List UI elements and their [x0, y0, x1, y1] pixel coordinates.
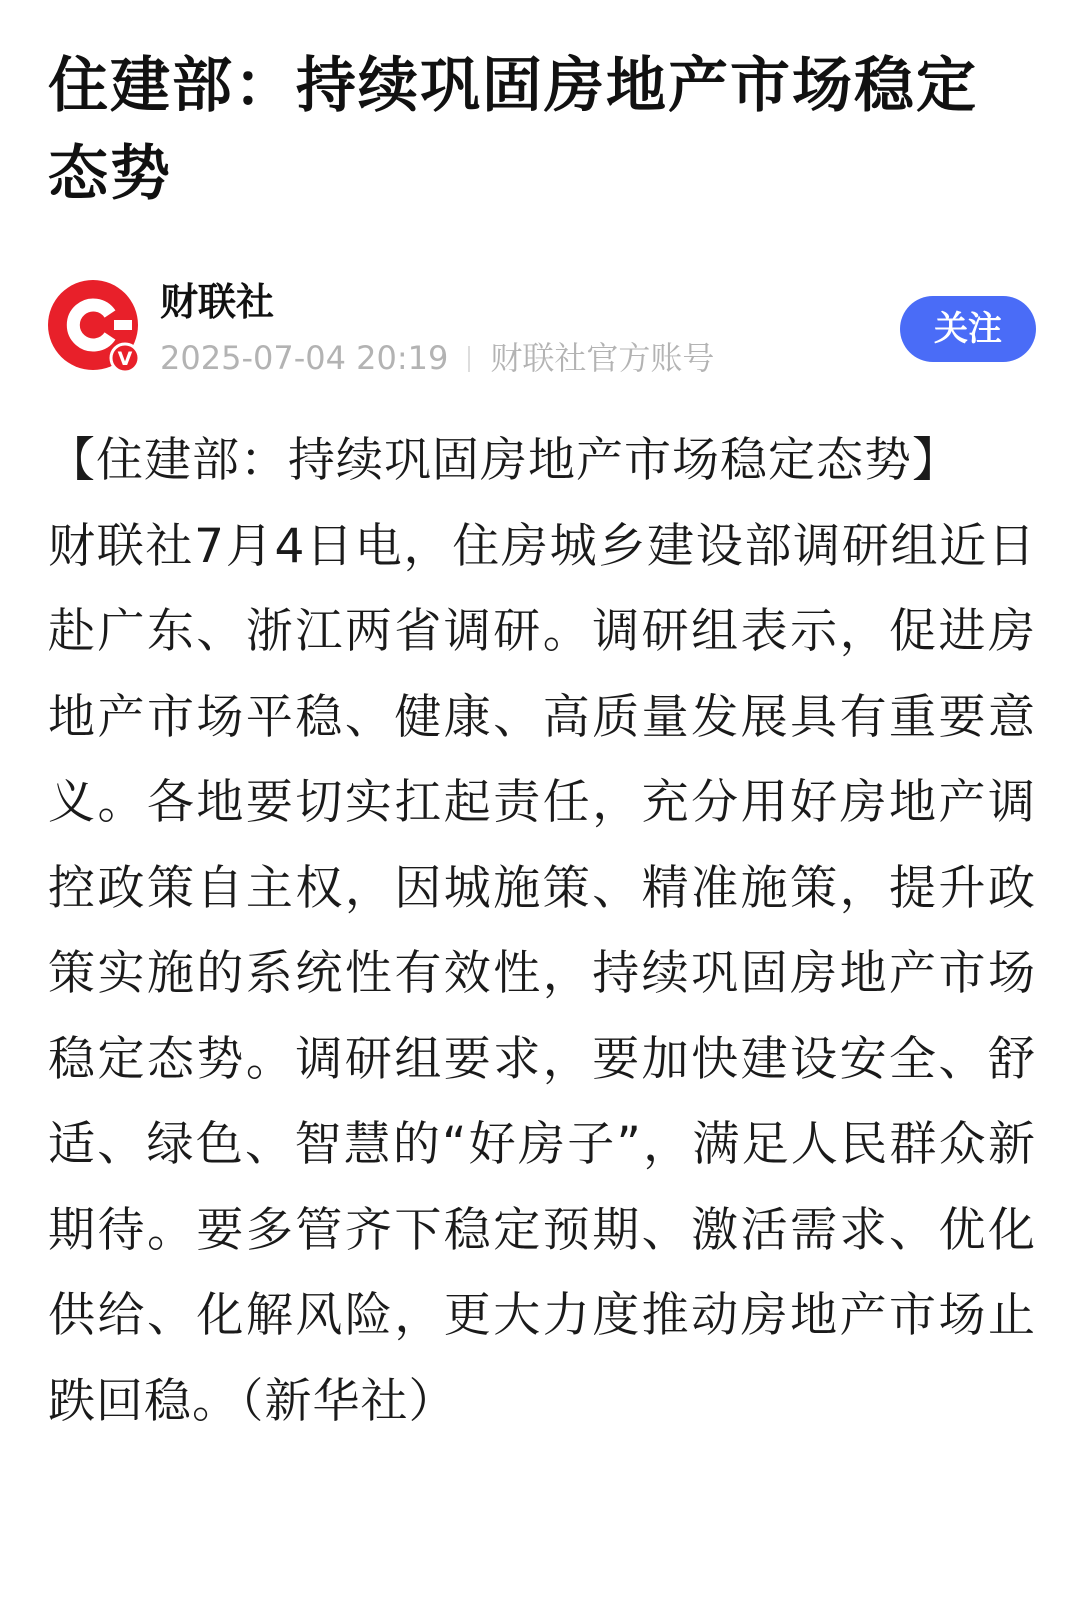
cls-logo-icon	[48, 280, 142, 374]
article-headline: 住建部：持续巩固房地产市场稳定态势	[48, 51, 978, 209]
author-row	[48, 278, 1036, 378]
author-name[interactable]: 财联社	[160, 280, 275, 324]
follow-button[interactable]: 关注	[900, 296, 1036, 362]
author-meta	[160, 338, 714, 378]
meta-divider	[468, 346, 470, 372]
article-body	[48, 418, 1036, 1444]
author-avatar[interactable]	[48, 280, 142, 374]
article-lead: 【住建部：持续巩固房地产市场稳定态势】	[48, 433, 960, 488]
verified-badge-icon: V	[117, 348, 133, 370]
publish-time: 2025-07-04 20:19	[160, 339, 449, 377]
account-type: 财联社官方账号	[490, 339, 715, 377]
article-text: 财联社7月4日电，住房城乡建设部调研组近日赴广东、浙江两省调研。调研组表示，促进房地产市场平稳、健康、高质量发展具有重要意义。各地要切实扛起责任，充分用好房地产调控政策自主权，因城施策、精准施策，提升政策实施的系统性有效性，持续巩固房地产市场稳定态势。调研组要求，要加快建设安全、舒适、绿色、智慧的“好房子”，满足人民群众新期待。要多管齐下稳定预期、激活需求、优化供给、化解风险，更大力度推动房地产市场止跌回稳。（新华社）	[48, 518, 1036, 1429]
